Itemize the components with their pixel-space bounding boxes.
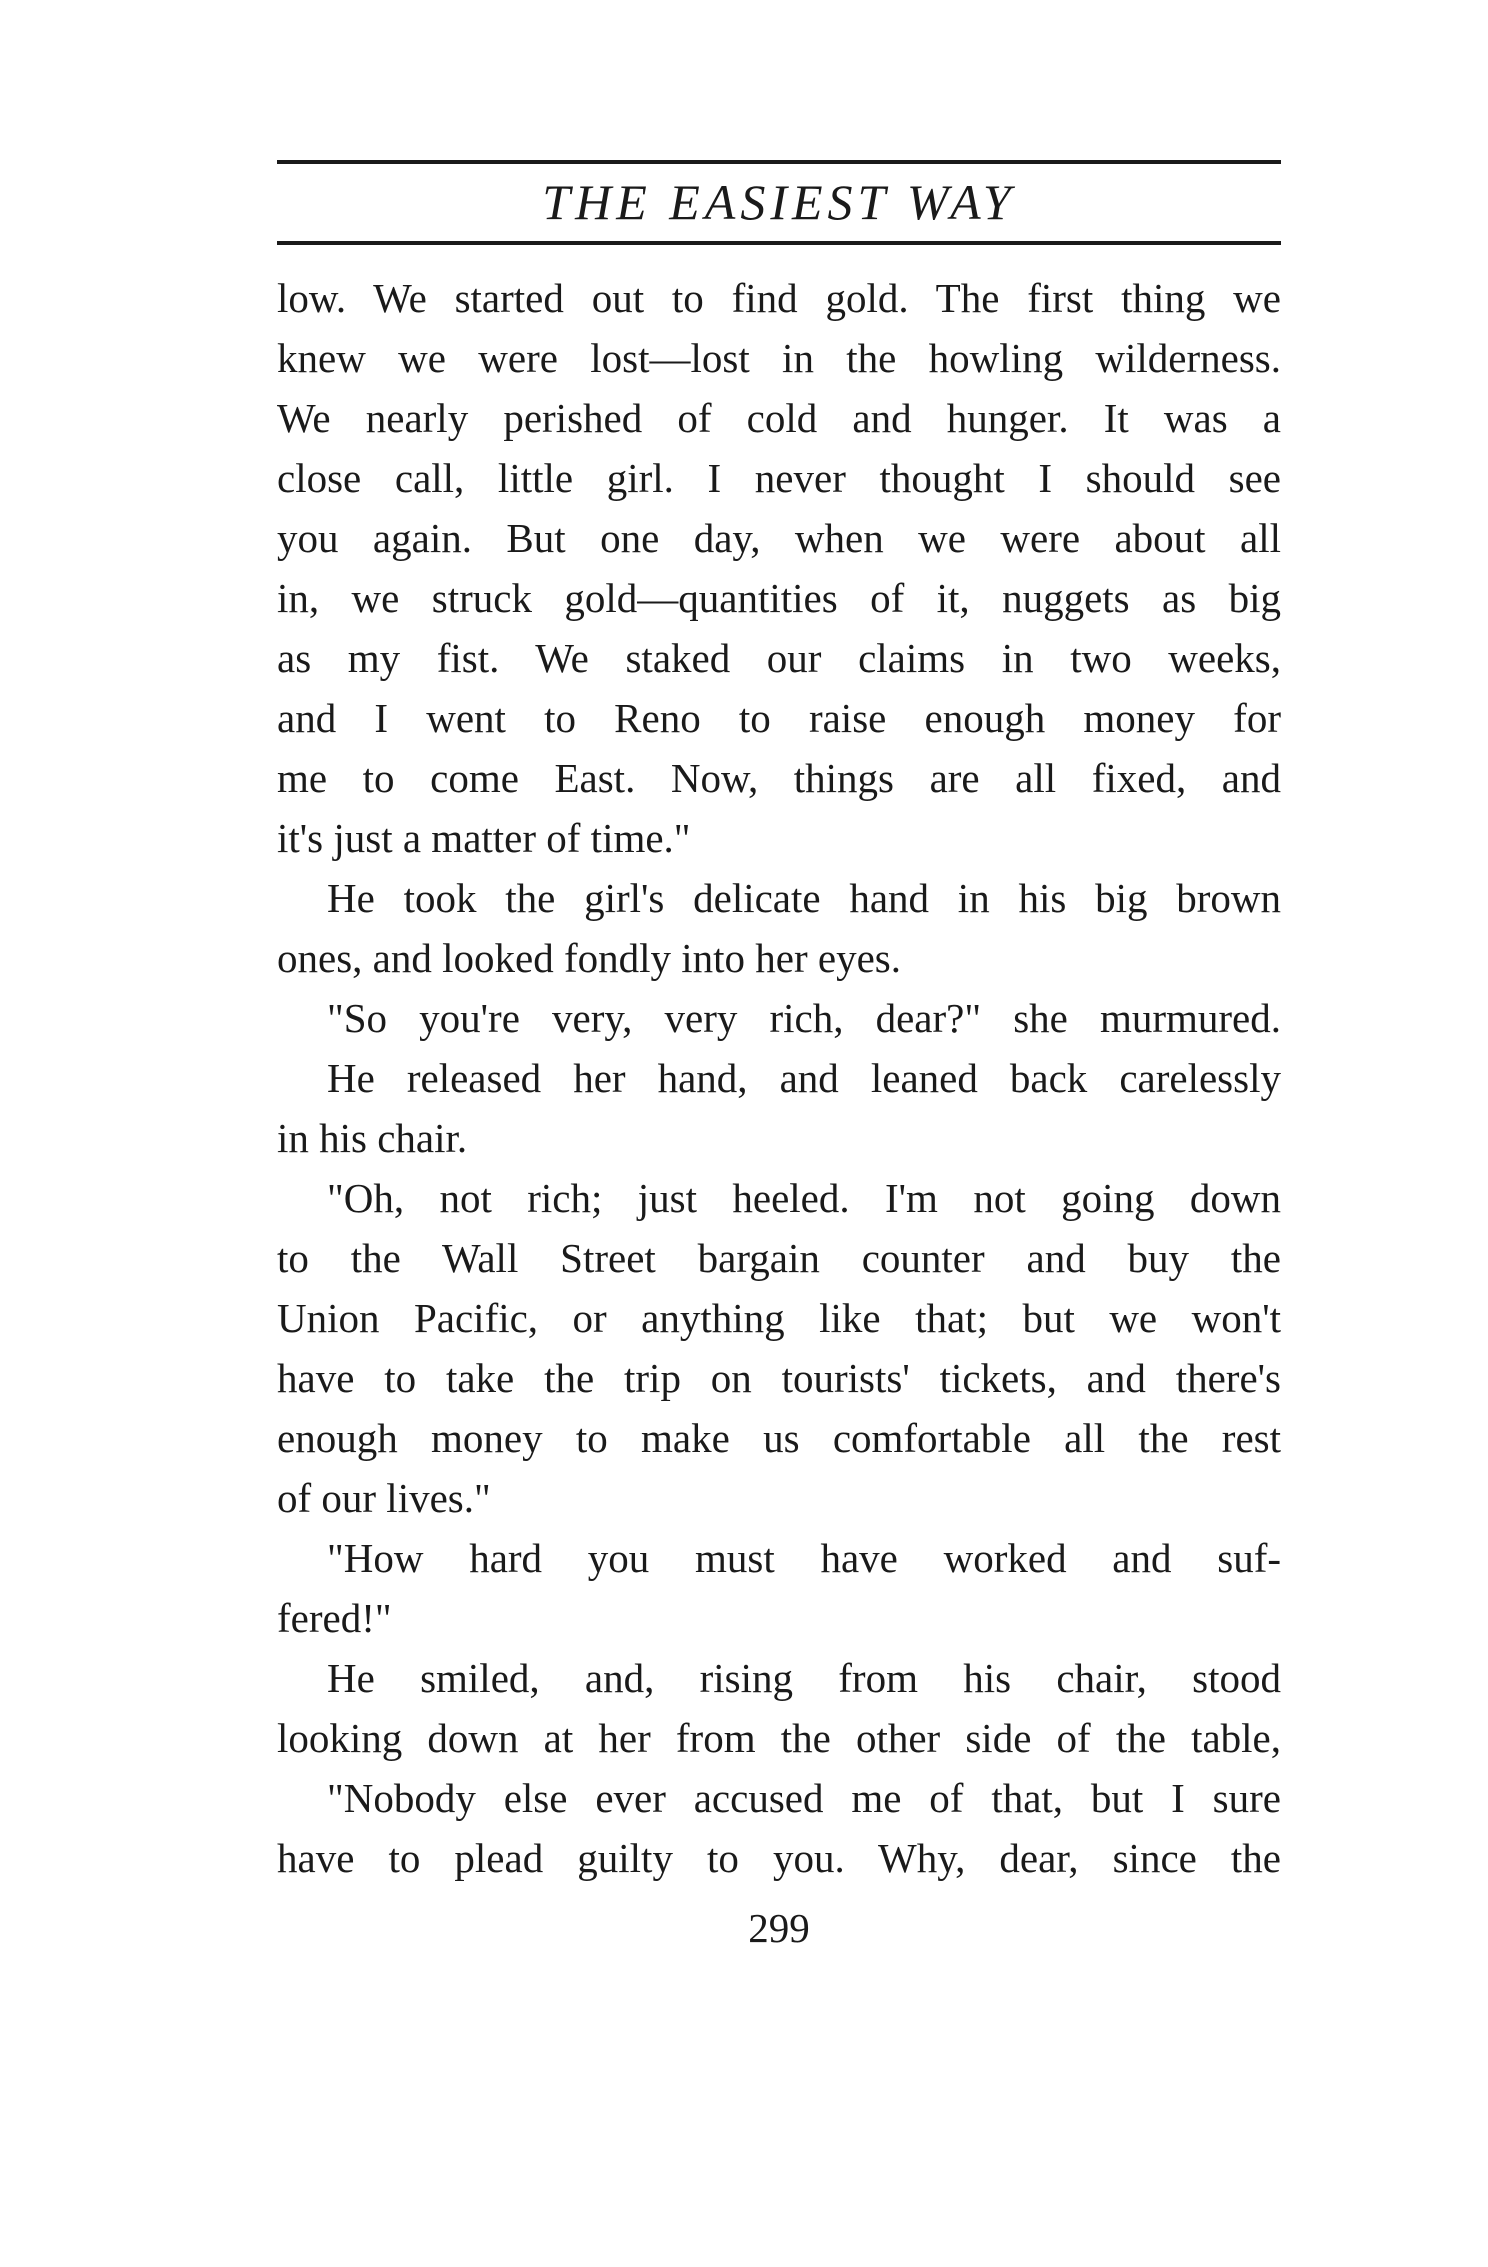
text-line: in his chair.	[277, 1115, 468, 1161]
header-rule-top	[277, 160, 1281, 164]
running-title: THE EASIEST WAY	[542, 174, 1016, 230]
text-line: close call, little girl. I never thought I should see	[277, 455, 1281, 501]
page-number: 299	[748, 1905, 810, 1951]
text-line: He smiled, and, rising from his chair, stood	[327, 1655, 1281, 1701]
text-line: We nearly perished of cold and hunger. It was a	[277, 395, 1281, 441]
text-line: have to take the trip on tourists' tickets, and there's	[277, 1355, 1281, 1401]
text-line: you again. But one day, when we were about all	[277, 515, 1281, 561]
text-line: low. We started out to find gold. The first thing we	[277, 275, 1281, 321]
text-line: and I went to Reno to raise enough money for	[277, 695, 1281, 741]
text-line: "How hard you must have worked and suf-	[327, 1535, 1281, 1581]
text-line: as my fist. We staked our claims in two weeks,	[277, 635, 1281, 681]
text-line: "Oh, not rich; just heeled. I'm not going down	[327, 1175, 1281, 1221]
text-line: looking down at her from the other side of the table,	[277, 1715, 1281, 1761]
text-line: enough money to make us comfortable all the rest	[277, 1415, 1281, 1461]
text-line: He released her hand, and leaned back carelessly	[327, 1055, 1281, 1101]
text-line: have to plead guilty to you. Why, dear, since the	[277, 1835, 1281, 1881]
text-line: "So you're very, very rich, dear?" she murmured.	[327, 995, 1281, 1041]
text-line: Union Pacific, or anything like that; but we won't	[277, 1295, 1281, 1341]
text-line: in, we struck gold—quantities of it, nuggets as big	[277, 575, 1281, 621]
text-line: fered!"	[277, 1595, 392, 1641]
text-line: of our lives."	[277, 1475, 491, 1521]
text-line: knew we were lost—lost in the howling wilderness.	[277, 335, 1281, 381]
text-line: me to come East. Now, things are all fixed, and	[277, 755, 1281, 801]
text-line: ones, and looked fondly into her eyes.	[277, 935, 901, 981]
text-line: He took the girl's delicate hand in his big brown	[327, 875, 1281, 921]
body-text	[277, 268, 1281, 1888]
header-rule-bottom	[277, 241, 1281, 245]
text-line: "Nobody else ever accused me of that, but I sure	[327, 1775, 1281, 1821]
text-line: it's just a matter of time."	[277, 815, 691, 861]
text-line: to the Wall Street bargain counter and buy the	[277, 1235, 1281, 1281]
